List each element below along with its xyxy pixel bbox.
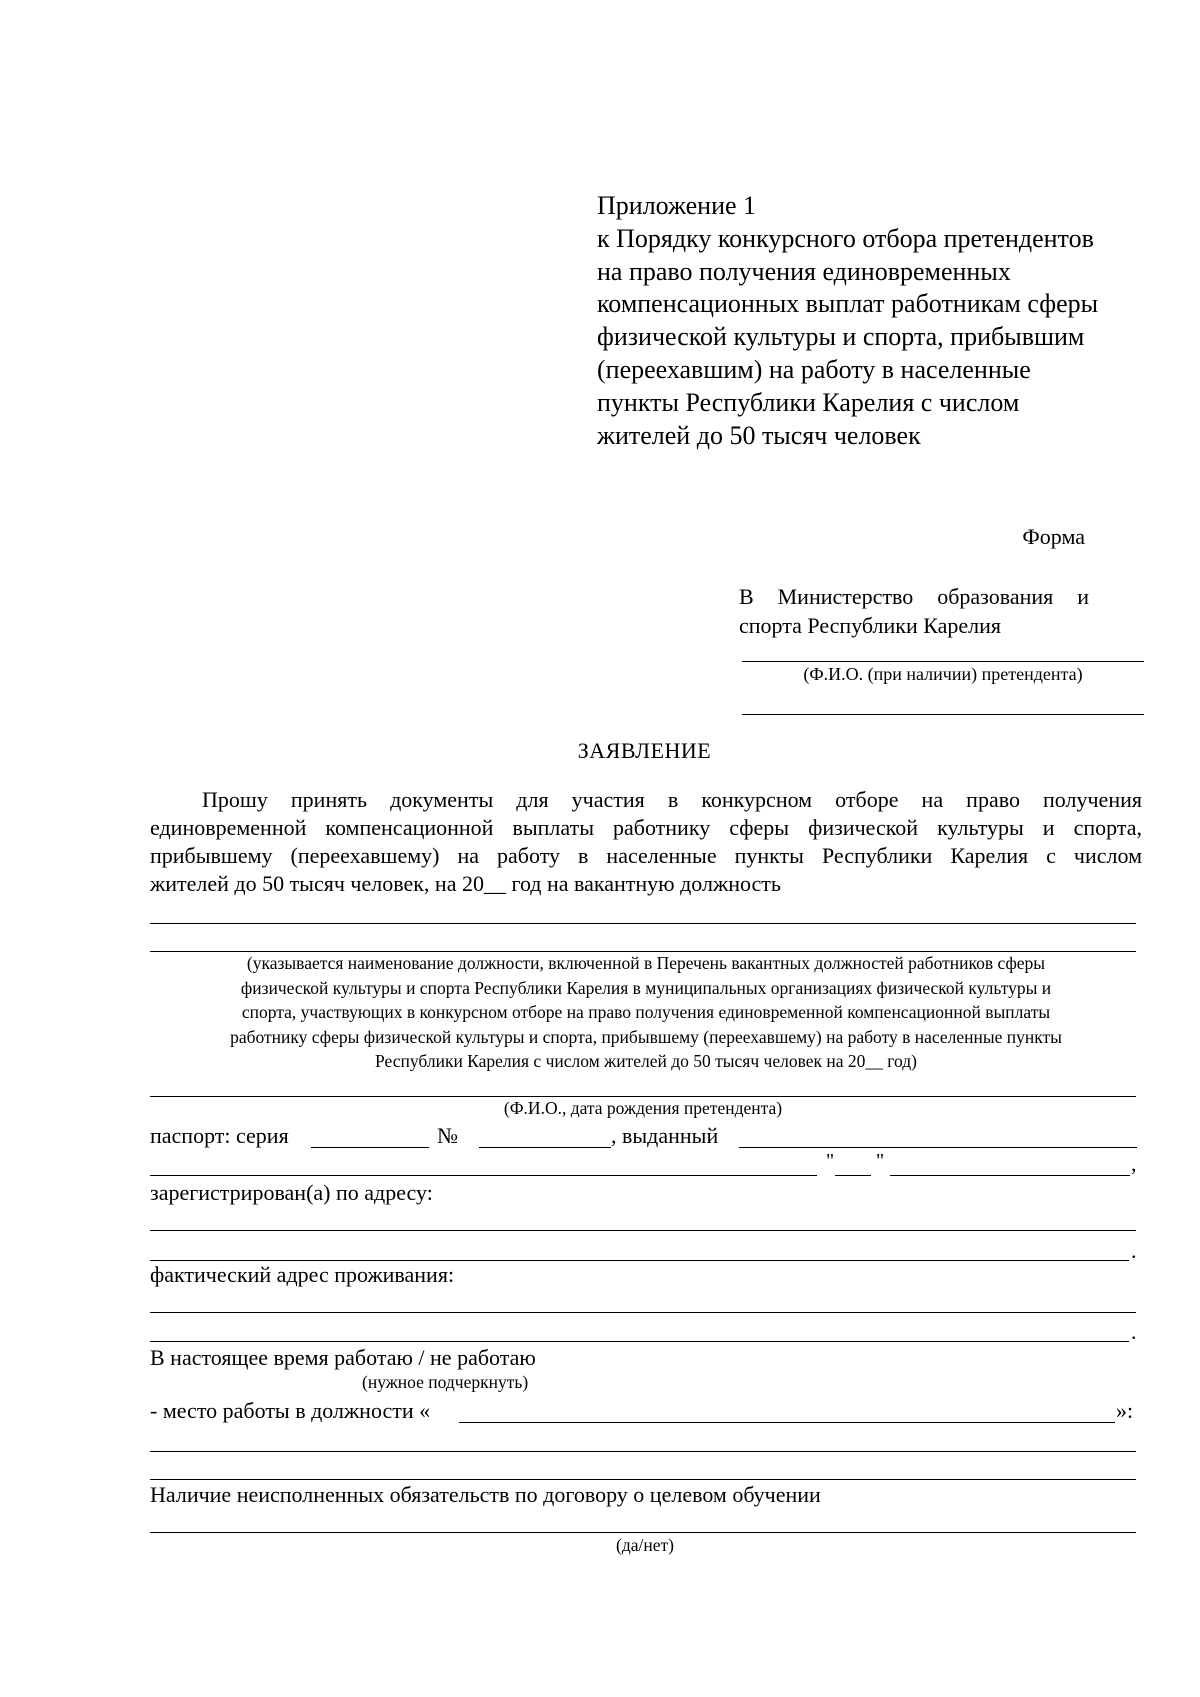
addressee-block [739, 582, 1089, 640]
addressee-line-2: спорта Республики Карелия [739, 613, 1002, 638]
request-line: единовременной компенсационной выплаты работнику сферы физической культуры и спорта, [150, 815, 1142, 840]
obligations-label: Наличие неисполненных обязательств по договору о целевом обучении [150, 1482, 821, 1507]
passport-number-label: № [437, 1123, 458, 1148]
obligations-field[interactable] [150, 1532, 1136, 1533]
passport-issued-field[interactable] [739, 1147, 1137, 1148]
position-input-line[interactable] [150, 923, 1136, 924]
issued-by-field[interactable] [150, 1175, 817, 1176]
request-paragraph [150, 786, 1142, 898]
document-title: ЗАЯВЛЕНИЕ [577, 738, 712, 763]
position-caption [150, 951, 1142, 1074]
position-caption-line: работнику сферы физической культуры и спорта, прибывшему (переехавшему) на работу в населенные пункты [230, 1026, 1062, 1047]
period: . [1131, 1319, 1137, 1344]
date-quote-open: " [826, 1150, 835, 1172]
work-position-field[interactable] [459, 1422, 1115, 1423]
registered-address-label: зарегистрирован(а) по адресу: [150, 1180, 433, 1205]
position-caption-line: Республики Карелия с числом жителей до 50 тысяч человек на 20__ год) [375, 1051, 917, 1071]
request-line: прибывшему (переехавшему) на работу в населенные пункты Республики Карелия с числом [150, 843, 1142, 868]
appendix-line: Приложение 1 [597, 191, 757, 220]
obligations-hint: (да/нет) [616, 1535, 674, 1555]
appendix-line: физической культуры и спорта, прибывшим [597, 322, 1085, 352]
date-month-year-field[interactable] [890, 1175, 1130, 1176]
applicant-caption: (Ф.И.О., дата рождения претендента) [503, 1098, 783, 1118]
passport-issued-label: , выданный [611, 1123, 719, 1148]
appendix-line: компенсационных выплат работникам сферы [597, 289, 1099, 319]
work-position-close: »: [1116, 1398, 1134, 1423]
fio-input-line[interactable] [742, 661, 1144, 662]
work-position-label: - место работы в должности « [150, 1398, 431, 1423]
work-position-field-3[interactable] [150, 1479, 1136, 1480]
addressee-word: образования [937, 584, 1054, 609]
addressee-word: и [1077, 584, 1089, 609]
appendix-header [597, 190, 1098, 452]
registered-address-field[interactable] [150, 1230, 1136, 1231]
work-position-field-2[interactable] [150, 1451, 1136, 1452]
addressee-word: Министерство [777, 584, 914, 609]
passport-series-label: паспорт: серия [150, 1123, 289, 1148]
request-line: Прошу принять документы для участия в конкурсном отборе на право получения [202, 787, 1142, 812]
position-caption-line: спорта, участвующих в конкурсном отборе на право получения единовременной компенсационной выплаты [241, 1002, 1051, 1022]
period: . [1131, 1238, 1137, 1263]
comma: , [1131, 1151, 1137, 1176]
registered-address-field-2[interactable] [150, 1260, 1129, 1261]
request-line: жителей до 50 тысяч человек, на 20__ год на вакантную должность [150, 871, 781, 896]
fio-input-line-2[interactable] [742, 714, 1144, 715]
position-caption-line: физической культуры и спорта Республики Карелия в муниципальных организациях физической культуры и [240, 977, 1052, 998]
appendix-line: жителей до 50 тысяч человек [597, 420, 921, 450]
addressee-word: В [739, 584, 754, 609]
date-day-field[interactable] [835, 1175, 871, 1176]
date-quote-close: " [876, 1150, 885, 1172]
fio-caption: (Ф.И.О. (при наличии) претендента) [803, 664, 1083, 684]
appendix-line: на право получения единовременных [597, 256, 1011, 286]
form-label: Форма [1022, 524, 1085, 549]
actual-address-field[interactable] [150, 1312, 1136, 1313]
passport-number-field[interactable] [479, 1147, 611, 1148]
addressee-line-1 [739, 582, 1089, 611]
appendix-line: к Порядку конкурсного отбора претендентов [597, 223, 1094, 253]
actual-address-field-2[interactable] [150, 1341, 1129, 1342]
passport-series-field[interactable] [311, 1147, 429, 1148]
employment-status-label: В настоящее время работаю / не работаю [150, 1345, 536, 1370]
position-caption-line: (указывается наименование должности, включенной в Перечень вакантных должностей работников сферы [246, 953, 1046, 973]
appendix-line: пункты Республики Карелия с числом [597, 387, 1020, 417]
employment-hint: (нужное подчеркнуть) [362, 1372, 529, 1392]
appendix-line: (переехавшим) на работу в населенные [597, 354, 1031, 384]
applicant-input-line[interactable] [150, 1096, 1136, 1097]
actual-address-label: фактический адрес проживания: [150, 1262, 455, 1287]
